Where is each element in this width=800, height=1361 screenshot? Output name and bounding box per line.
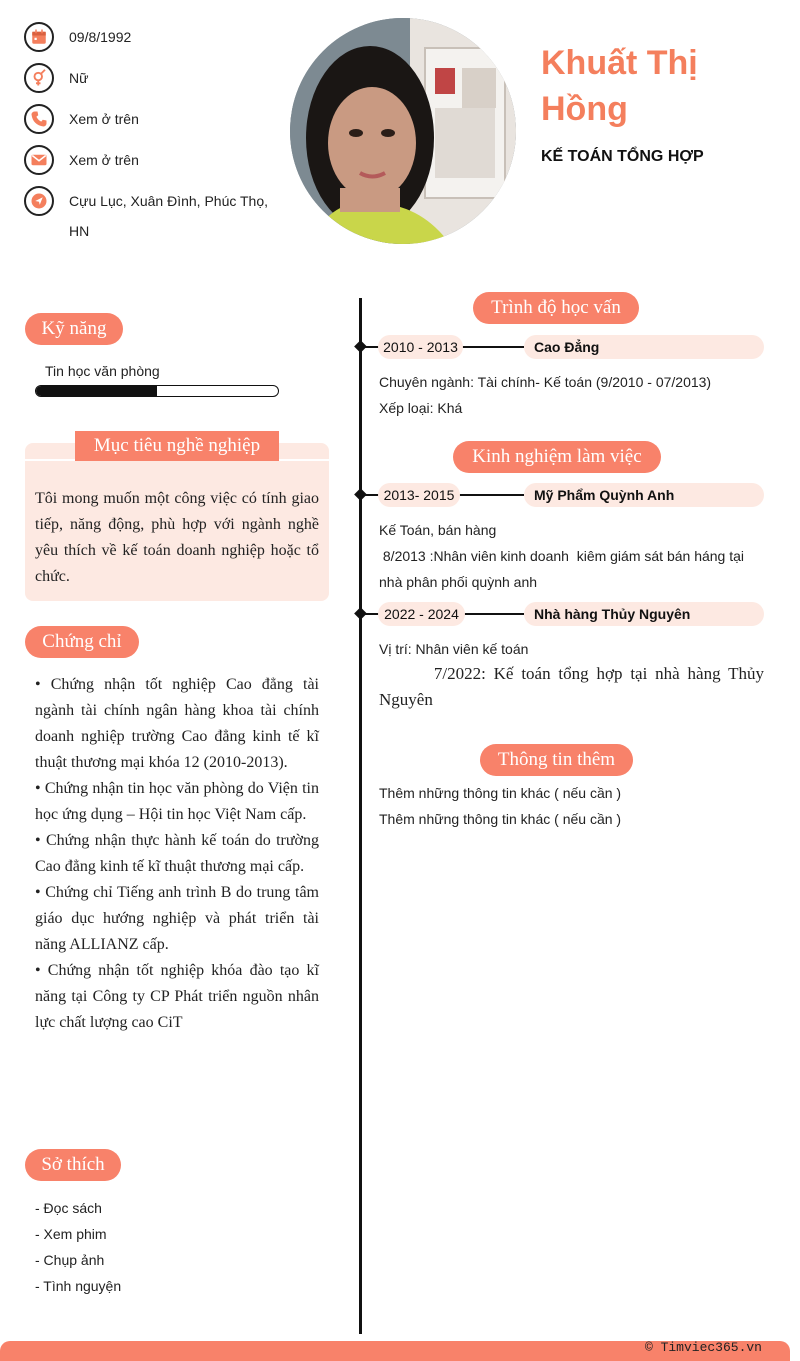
- skill-bar-fill: [36, 386, 157, 396]
- job-company: Nhà hàng Thủy Nguyên: [524, 602, 764, 626]
- timeline-line: [359, 298, 362, 1334]
- job-description: 8/2013 :Nhân viên kinh doanh kiêm giám sát bán háng tại: [379, 548, 745, 564]
- certificate-item: • Chứng chỉ Tiếng anh trình B do trung tâm giáo dục hướng nghiệp và phát triển tài năng ALLIANZ cấp.: [35, 884, 319, 953]
- hobby-item: - Chụp ảnh: [35, 1252, 105, 1268]
- certificate-list: [35, 672, 319, 1036]
- gender-icon: [24, 63, 54, 93]
- job-description: nhà phân phối quỳnh anh: [379, 574, 538, 590]
- job-title: KẾ TOÁN TỔNG HỢP: [541, 148, 704, 165]
- contact-phone: [24, 104, 274, 134]
- extra-info-line: Thêm những thông tin khác ( nếu cần ): [379, 785, 622, 801]
- phone-text: Xem ở trên: [69, 111, 139, 127]
- birthday-text: 09/8/1992: [69, 29, 132, 45]
- job-company: Mỹ Phẩm Quỳnh Anh: [524, 483, 764, 507]
- job-role: Kế Toán, bán hàng: [379, 522, 497, 538]
- calendar-icon: [24, 22, 54, 52]
- skills-heading: Kỹ năng: [25, 313, 123, 345]
- extra-info-heading: Thông tin thêm: [480, 744, 633, 776]
- hobby-item: - Xem phim: [35, 1226, 107, 1242]
- skill-label: Tin học văn phòng: [45, 363, 160, 379]
- portrait-photo: [290, 18, 516, 244]
- education-major: Chuyên ngành: Tài chính- Kế toán (9/2010 - 07/2013): [379, 374, 712, 390]
- job-date: 2013- 2015: [378, 483, 460, 507]
- gender-text: Nữ: [69, 70, 89, 86]
- contact-birthday: [24, 22, 274, 52]
- hobby-item: - Tình nguyện: [35, 1278, 122, 1294]
- job-description: 7/2022: Kế toán tổng hợp tại nhà hàng Thủy Nguyên: [379, 664, 769, 709]
- certificate-item: • Chứng nhận tốt nghiệp khóa đào tạo kĩ năng tại Công ty CP Phát triển nguồn nhân lực chất lượng cao CiT: [35, 962, 319, 1031]
- person-name: Khuất Thị Hồng: [541, 44, 698, 128]
- career-goal-text: Tôi mong muốn một công việc có tính giao tiếp, năng động, phù hợp với ngành nghề yêu thích về kế toán doanh nghiệp hoặc tổ chức.: [35, 490, 319, 585]
- skill-bar: [35, 385, 279, 397]
- hobbies-heading: Sở thích: [25, 1149, 121, 1181]
- contact-gender: [24, 63, 274, 93]
- contact-email: [24, 145, 274, 175]
- job-date: 2022 - 2024: [378, 602, 465, 626]
- education-grade: Xếp loại: Khá: [379, 400, 463, 416]
- avatar: [290, 18, 516, 244]
- education-school: Cao Đẳng: [524, 335, 764, 359]
- education-heading: Trình độ học vấn: [473, 292, 639, 324]
- certificate-item: • Chứng nhận thực hành kế toán do trường Cao đẳng kinh tế kĩ thuật thương mại cấp.: [35, 832, 319, 875]
- mail-icon: [24, 145, 54, 175]
- phone-icon: [24, 104, 54, 134]
- career-goal-heading: Mục tiêu nghề nghiệp: [75, 431, 279, 461]
- certificates-heading: Chứng chỉ: [25, 626, 139, 658]
- address-text: Cựu Lục, Xuân Đình, Phúc Thọ, HN: [69, 193, 269, 239]
- footer-bar: [0, 1341, 790, 1361]
- job-role: Vị trí: Nhân viên kế toán: [379, 641, 529, 657]
- footer-credit: © Timviec365.vn: [644, 1340, 762, 1355]
- experience-heading: Kinh nghiệm làm việc: [453, 441, 661, 473]
- contact-address: [24, 186, 274, 246]
- location-icon: [24, 186, 54, 216]
- education-date: 2010 - 2013: [378, 335, 463, 359]
- extra-info-line: Thêm những thông tin khác ( nếu cần ): [379, 811, 622, 827]
- certificate-item: • Chứng nhận tốt nghiệp Cao đẳng tài ngành tài chính ngân hàng khoa tài chính doanh nghiệp trường Cao đẳng kinh tế kĩ thuật thương mại khóa 12 (2010-2013).: [35, 676, 319, 771]
- email-text: Xem ở trên: [69, 152, 139, 168]
- certificate-item: • Chứng nhận tin học văn phòng do Viện tin học ứng dụng – Hội tin học Việt Nam cấp.: [35, 780, 319, 823]
- hobby-item: - Đọc sách: [35, 1200, 102, 1216]
